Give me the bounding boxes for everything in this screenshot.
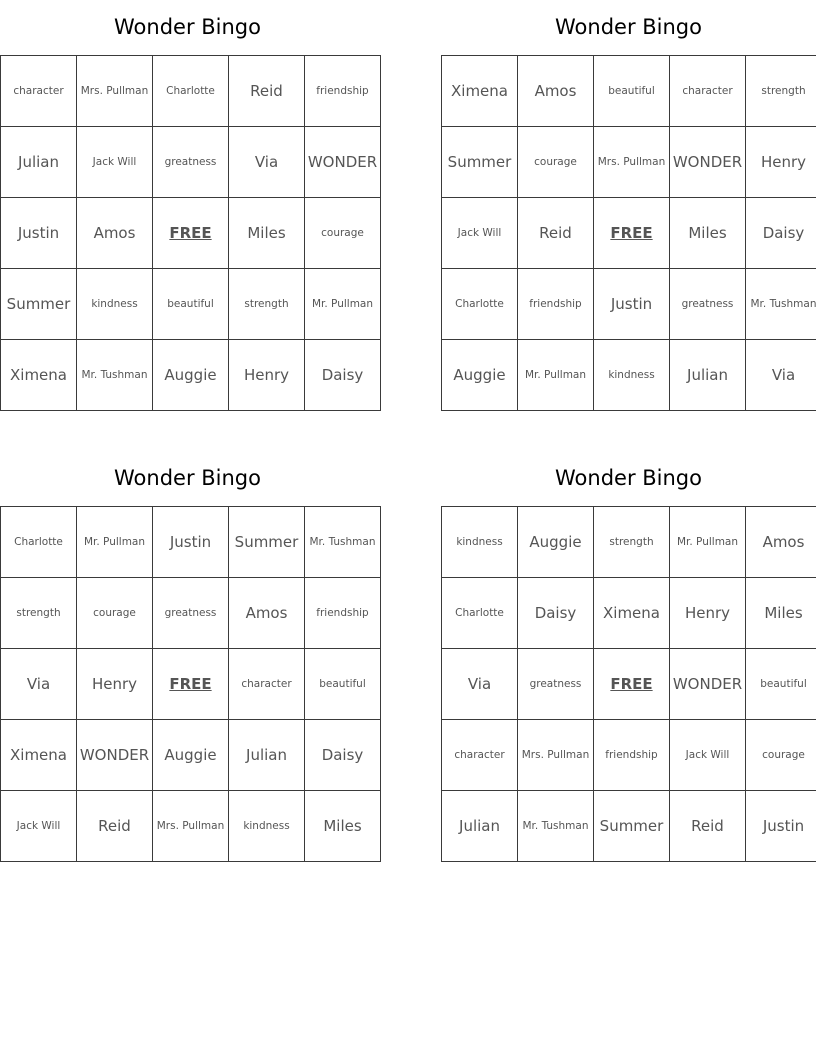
bingo-cell: strength <box>746 56 816 127</box>
bingo-cell: Summer <box>229 507 305 578</box>
grid-row <box>442 720 816 791</box>
bingo-cell: Daisy <box>746 198 816 269</box>
grid-row <box>1 127 381 198</box>
bingo-cell: Charlotte <box>1 507 77 578</box>
bingo-cell: friendship <box>594 720 670 791</box>
bingo-cell: Auggie <box>153 340 229 411</box>
bingo-cell: kindness <box>594 340 670 411</box>
bingo-cell: Via <box>229 127 305 198</box>
card-title: Wonder Bingo <box>555 466 702 490</box>
grid-row <box>1 507 381 578</box>
grid-row <box>442 56 816 127</box>
bingo-cell: Ximena <box>1 720 77 791</box>
bingo-cell: Julian <box>229 720 305 791</box>
bingo-cell: friendship <box>518 269 594 340</box>
bingo-cell: Summer <box>442 127 518 198</box>
bingo-cell: Justin <box>1 198 77 269</box>
bingo-cell: Daisy <box>305 340 381 411</box>
bingo-cell: Via <box>1 649 77 720</box>
bingo-cell: Henry <box>77 649 153 720</box>
bingo-cell: Charlotte <box>153 56 229 127</box>
bingo-cell: Amos <box>229 578 305 649</box>
bingo-cell: Mrs. Pullman <box>518 720 594 791</box>
bingo-cell: Amos <box>746 507 816 578</box>
bingo-cell: Julian <box>670 340 746 411</box>
bingo-cell: Mr. Pullman <box>77 507 153 578</box>
grid-row <box>1 340 381 411</box>
bingo-card-3 <box>0 451 375 862</box>
bingo-cell: Miles <box>229 198 305 269</box>
free-space-cell: FREE <box>594 198 670 269</box>
bingo-cell: Summer <box>594 791 670 862</box>
bingo-cell: Daisy <box>518 578 594 649</box>
bingo-cell: courage <box>518 127 594 198</box>
bingo-grid <box>441 55 816 411</box>
bingo-card-4 <box>441 451 816 862</box>
grid-row <box>1 56 381 127</box>
grid-row <box>442 269 816 340</box>
bingo-cell: courage <box>77 578 153 649</box>
bingo-cell: Mr. Tushman <box>77 340 153 411</box>
grid-row <box>442 340 816 411</box>
bingo-cell: beautiful <box>594 56 670 127</box>
bingo-cell: strength <box>594 507 670 578</box>
bingo-cell: WONDER <box>670 649 746 720</box>
bingo-cell: Reid <box>77 791 153 862</box>
bingo-cell: Mr. Tushman <box>746 269 816 340</box>
bingo-cell: Jack Will <box>77 127 153 198</box>
bingo-cell: Reid <box>518 198 594 269</box>
bingo-cell: strength <box>229 269 305 340</box>
bingo-cell: Justin <box>594 269 670 340</box>
bingo-grid <box>0 55 381 411</box>
bingo-cell: Justin <box>153 507 229 578</box>
bingo-cell: Auggie <box>153 720 229 791</box>
bingo-cell: courage <box>746 720 816 791</box>
grid-row <box>442 791 816 862</box>
bingo-cell: greatness <box>153 578 229 649</box>
bingo-cell: Amos <box>518 56 594 127</box>
bingo-cell: Justin <box>746 791 816 862</box>
grid-row <box>1 269 381 340</box>
bingo-cell: character <box>670 56 746 127</box>
bingo-card-1 <box>0 0 378 411</box>
bingo-cell: kindness <box>442 507 518 578</box>
bingo-cell: Mrs. Pullman <box>153 791 229 862</box>
bingo-cell: Auggie <box>518 507 594 578</box>
bingo-cell: Miles <box>746 578 816 649</box>
bingo-cell: greatness <box>153 127 229 198</box>
bingo-cell: Reid <box>229 56 305 127</box>
bingo-cell: friendship <box>305 56 381 127</box>
bingo-cell: Via <box>442 649 518 720</box>
bingo-cell: WONDER <box>670 127 746 198</box>
bingo-cell: Mr. Tushman <box>305 507 381 578</box>
bingo-cell: Jack Will <box>1 791 77 862</box>
bingo-cell: beautiful <box>153 269 229 340</box>
bingo-cell: Ximena <box>442 56 518 127</box>
bingo-cell: Henry <box>670 578 746 649</box>
bingo-grid <box>441 506 816 862</box>
bingo-cell: Mrs. Pullman <box>77 56 153 127</box>
bingo-cell: Amos <box>77 198 153 269</box>
grid-row <box>1 791 381 862</box>
bingo-cell: WONDER <box>77 720 153 791</box>
free-space-cell: FREE <box>153 649 229 720</box>
bingo-cell: friendship <box>305 578 381 649</box>
card-title: Wonder Bingo <box>114 15 261 39</box>
bingo-cell: Miles <box>670 198 746 269</box>
bingo-cell: Mr. Pullman <box>305 269 381 340</box>
bingo-cell: beautiful <box>746 649 816 720</box>
card-title: Wonder Bingo <box>555 15 702 39</box>
grid-row <box>442 198 816 269</box>
bingo-cell: Reid <box>670 791 746 862</box>
grid-row <box>442 507 816 578</box>
bingo-cell: Via <box>746 340 816 411</box>
bingo-cell: Mr. Tushman <box>518 791 594 862</box>
bingo-cell: Jack Will <box>670 720 746 791</box>
bingo-grid <box>0 506 381 862</box>
bingo-cell: greatness <box>518 649 594 720</box>
bingo-cell: kindness <box>77 269 153 340</box>
free-space-cell: FREE <box>594 649 670 720</box>
bingo-cell: courage <box>305 198 381 269</box>
bingo-cell: Charlotte <box>442 578 518 649</box>
bingo-cell: Ximena <box>594 578 670 649</box>
bingo-cell: WONDER <box>305 127 381 198</box>
grid-row <box>442 649 816 720</box>
bingo-cell: Daisy <box>305 720 381 791</box>
card-title: Wonder Bingo <box>114 466 261 490</box>
bingo-cell: Julian <box>1 127 77 198</box>
bingo-cell: Mr. Pullman <box>670 507 746 578</box>
bingo-cell: Jack Will <box>442 198 518 269</box>
bingo-card-2 <box>441 0 816 411</box>
bingo-cell: Henry <box>746 127 816 198</box>
grid-row <box>1 578 381 649</box>
grid-row <box>442 127 816 198</box>
bingo-cell: character <box>442 720 518 791</box>
bingo-cell: Summer <box>1 269 77 340</box>
bingo-cell: Auggie <box>442 340 518 411</box>
grid-row <box>442 578 816 649</box>
grid-row <box>1 198 381 269</box>
bingo-cell: Ximena <box>1 340 77 411</box>
grid-row <box>1 720 381 791</box>
free-space-cell: FREE <box>153 198 229 269</box>
bingo-cell: Mrs. Pullman <box>594 127 670 198</box>
bingo-cell: Mr. Pullman <box>518 340 594 411</box>
bingo-cell: character <box>229 649 305 720</box>
bingo-cell: greatness <box>670 269 746 340</box>
bingo-cell: Miles <box>305 791 381 862</box>
bingo-cell: Henry <box>229 340 305 411</box>
grid-row <box>1 649 381 720</box>
bingo-cell: strength <box>1 578 77 649</box>
bingo-cell: Charlotte <box>442 269 518 340</box>
bingo-cell: Julian <box>442 791 518 862</box>
bingo-cell: beautiful <box>305 649 381 720</box>
bingo-cell: kindness <box>229 791 305 862</box>
bingo-cell: character <box>1 56 77 127</box>
